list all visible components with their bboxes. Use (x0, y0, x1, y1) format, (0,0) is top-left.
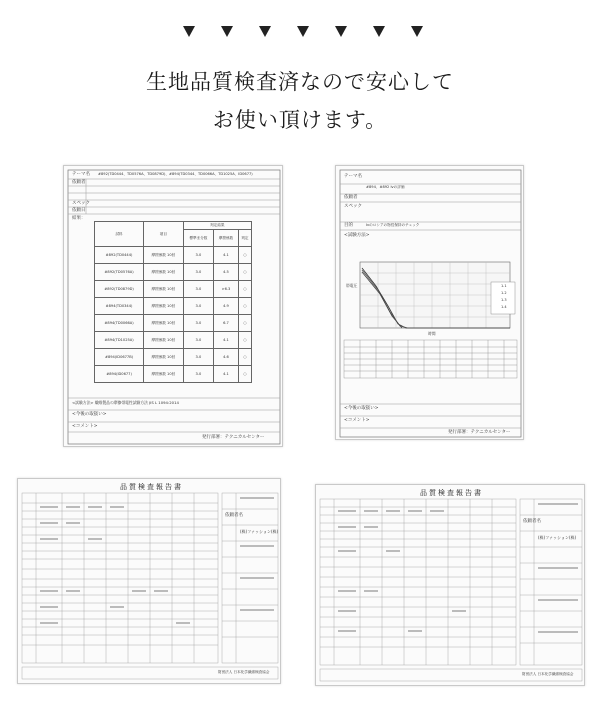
table-row (95, 298, 252, 315)
purpose-label: 目的 (344, 223, 353, 228)
report-title: 品質検査報告書 (120, 483, 183, 491)
result-table (94, 221, 252, 383)
row-v2: 4.6 (214, 349, 239, 366)
row-sample: #892(TD0576A) (95, 264, 144, 281)
arrow-row (0, 26, 600, 46)
col-sub2-header: 摩擦係数 (214, 230, 239, 247)
row-v1: 3.0 (183, 366, 213, 383)
row-item: 摩擦係数 10回 (144, 332, 184, 349)
row-item: 摩擦係数 10回 (144, 264, 184, 281)
down-arrow-icon (221, 26, 233, 37)
row-v1: 3.0 (183, 315, 213, 332)
chart-axis-x: 時間 (428, 331, 436, 336)
row-v3: ○ (238, 332, 251, 349)
table-row (95, 349, 252, 366)
note-label: <今後の取扱い> (72, 412, 107, 417)
row-v2: >6.3 (214, 281, 239, 298)
row-v2: 6.7 (214, 315, 239, 332)
row-v2: 4.1 (214, 332, 239, 349)
row-sample: #894(TD1025A) (95, 332, 144, 349)
row-item: 摩擦係数 10回 (144, 281, 184, 298)
spec-label: スペック (344, 204, 362, 209)
legend-entry: 1.2 (501, 291, 507, 295)
row-v1: 3.0 (183, 264, 213, 281)
row-sample: #892(TD0879D) (95, 281, 144, 298)
table-row (95, 247, 252, 264)
row-v3: ○ (238, 247, 251, 264)
test-report-document-2 (335, 165, 524, 440)
col-item-header: 項目 (144, 222, 184, 247)
row-item: 摩擦係数 10回 (144, 298, 184, 315)
client-label: 依頼者名 (225, 513, 243, 518)
test-method-label: <試験方法> (344, 233, 370, 238)
table-row (95, 281, 252, 298)
row-v1: 3.0 (183, 332, 213, 349)
down-arrow-icon (259, 26, 271, 37)
inspection-report-document-4 (315, 484, 585, 686)
document-2-lines (336, 166, 524, 440)
row-v1: 3.0 (183, 281, 213, 298)
down-arrow-icon (411, 26, 423, 37)
client-label: 依頼者 (344, 195, 358, 200)
col-sub3-header: 判定 (238, 230, 251, 247)
col-sample-header: 試料 (95, 222, 144, 247)
down-arrow-icon (373, 26, 385, 37)
document-3-grid (18, 479, 281, 684)
test-method: <試験方法> 繊維製品の摩擦帯電性試験方法 JIS L 1094:2014 (72, 400, 179, 405)
row-item: 摩擦係数 10回 (144, 349, 184, 366)
result-label: 結果： (72, 216, 86, 221)
row-v3: ○ (238, 366, 251, 383)
row-v2: 4.1 (214, 366, 239, 383)
spec-label: スペック (72, 201, 90, 206)
test-report-document-1 (63, 165, 283, 447)
row-v1: 3.0 (183, 298, 213, 315)
down-arrow-icon (335, 26, 347, 37)
issuer-footer: 発行部署：テクニカルセンター (448, 430, 511, 435)
theme-label: テーマ名 (344, 174, 362, 179)
document-4-grid (316, 485, 585, 686)
row-sample: #894(TD0344) (95, 298, 144, 315)
theme-label: テーマ名 (72, 172, 90, 177)
legend-entry: 1.3 (501, 298, 507, 302)
down-arrow-icon (297, 26, 309, 37)
theme-value: #892(TD0444、TD0576A、TD0879D)、#894(TD0344、TD0066A、TD1025A、ID0677) (98, 172, 253, 176)
row-sample: #894(TD0066A) (95, 315, 144, 332)
row-sample: #894(ID0677B) (95, 349, 144, 366)
note-label: <今後の取扱い> (344, 406, 379, 411)
row-v2: 4.9 (214, 298, 239, 315)
date-label: 依頼日 (72, 208, 86, 213)
report-title: 品質検査報告書 (420, 489, 483, 497)
row-item: 摩擦係数 10回 (144, 366, 184, 383)
row-item: 摩擦係数 10回 (144, 247, 184, 264)
chart-axis-y: 帯電圧 (346, 283, 358, 288)
down-arrow-icon (183, 26, 195, 37)
row-v3: ○ (238, 298, 251, 315)
client-value: (株)ファッション(株) (240, 529, 279, 534)
client-label: 依頼者 (72, 180, 86, 185)
table-row (95, 332, 252, 349)
row-sample: #892(TD0444) (95, 247, 144, 264)
theme-value: #894、#892 Ivの評価 (366, 185, 405, 189)
row-v1: 3.0 (183, 247, 213, 264)
comment-label: <コメント> (344, 418, 370, 423)
inspection-report-document-3 (17, 478, 281, 684)
table-row (95, 315, 252, 332)
row-v3: ○ (238, 281, 251, 298)
row-v3: ○ (238, 264, 251, 281)
table-row (95, 264, 252, 281)
heading-line-2: お使い頂けます。 (212, 108, 388, 132)
issuer-footer: 財団法人 日本化学繊維検査協会 (522, 672, 574, 676)
row-item: 摩擦係数 10回 (144, 315, 184, 332)
heading-line-1: 生地品質検査済なので安心して (146, 70, 454, 94)
client-label: 依頼者名 (523, 519, 541, 524)
client-value: (株)ファッション(株) (538, 535, 577, 540)
row-v3: ○ (238, 349, 251, 366)
legend-entry: 1.4 (501, 305, 507, 309)
issuer-footer: 発行部署：テクニカルセンター (202, 435, 265, 440)
row-v1: 3.0 (183, 349, 213, 366)
comment-label: <コメント> (72, 424, 98, 429)
legend-entry: 1.1 (501, 284, 507, 288)
col-results-header: 判定結果 (183, 222, 251, 230)
col-sub1-header: 標準ま分数 (183, 230, 213, 247)
issuer-footer: 財団法人 日本化学繊維検査協会 (218, 670, 270, 674)
row-v2: 4.1 (214, 247, 239, 264)
table-row (95, 366, 252, 383)
row-v2: 4.5 (214, 264, 239, 281)
row-v3: ○ (238, 315, 251, 332)
row-sample: #894(ID0677) (95, 366, 144, 383)
purpose-value: Ivのロシアの物性保持のチェック (366, 223, 420, 227)
